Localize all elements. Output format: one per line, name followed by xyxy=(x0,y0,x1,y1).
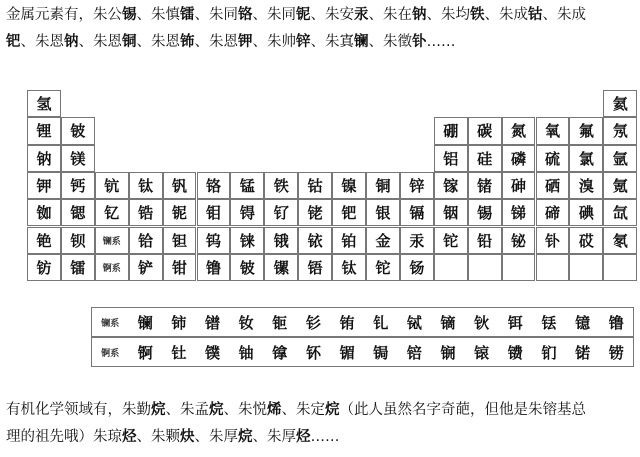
element-cell: 锎 xyxy=(440,343,456,362)
element-cell: 铟 xyxy=(434,199,468,226)
element-cell: 镎 xyxy=(272,343,288,362)
element-cell: 铈 xyxy=(171,313,187,332)
element-char: 炔 xyxy=(180,429,195,445)
element-char: 烷 xyxy=(209,402,224,418)
text-segment: 、朱孟 xyxy=(165,402,209,418)
element-cell: 锿 xyxy=(474,343,490,362)
element-cell: 铊 xyxy=(366,254,400,281)
element-cell: 铀 xyxy=(238,343,254,362)
element-cell: 铜 xyxy=(366,172,400,199)
element-cell: 硒 xyxy=(536,172,570,199)
outro-paragraph xyxy=(6,397,638,451)
element-char: 镧 xyxy=(354,34,369,50)
element-cell: 锔 xyxy=(373,343,389,362)
element-cell: 锰 xyxy=(230,172,264,199)
text-segment: 、朱徵 xyxy=(368,34,412,50)
text-segment: 、朱悦 xyxy=(223,402,267,418)
element-cell: 钒 xyxy=(163,172,197,199)
element-cell: 碳 xyxy=(468,117,502,144)
outro-line xyxy=(6,424,638,451)
empty-cell xyxy=(569,254,603,281)
element-cell: 镓 xyxy=(434,172,468,199)
text-segment: 、朱慎 xyxy=(136,7,180,23)
element-cell: 锗 xyxy=(468,172,502,199)
element-cell: 锫 xyxy=(406,343,422,362)
element-cell: 锇 xyxy=(264,227,298,254)
element-cell: 钬 xyxy=(474,313,490,332)
element-cell: 镙 xyxy=(264,254,298,281)
element-cell: 镄 xyxy=(507,343,523,362)
element-cell: 硅 xyxy=(468,145,502,172)
text-segment: 、朱安 xyxy=(310,7,354,23)
element-cell: 铯 xyxy=(27,227,61,254)
element-char: 钴 xyxy=(528,7,543,23)
element-cell: 钇 xyxy=(95,199,129,226)
element-cell: 铱 xyxy=(298,227,332,254)
element-cell: 钕 xyxy=(238,313,254,332)
element-cell: 金 xyxy=(366,227,400,254)
text-segment: 、朱厚 xyxy=(194,429,238,445)
element-cell: 铍 xyxy=(230,254,264,281)
element-cell: 钍 xyxy=(171,343,187,362)
element-cell: 铁 xyxy=(264,172,298,199)
element-cell: 钋 xyxy=(536,227,570,254)
element-cell: 铹 xyxy=(608,343,624,362)
element-cell: 镤 xyxy=(205,343,221,362)
element-char: 钠 xyxy=(412,7,427,23)
element-cell: 氮 xyxy=(502,117,536,144)
element-cell: 锂 xyxy=(27,117,61,144)
element-cell: 锆 xyxy=(129,199,163,226)
text-segment: 、朱均 xyxy=(426,7,470,23)
element-char: 烷 xyxy=(151,402,166,418)
element-char: 汞 xyxy=(354,7,369,23)
element-cell: 镅 xyxy=(339,343,355,362)
element-char: 钾 xyxy=(238,34,253,50)
element-char: 钸 xyxy=(180,34,195,50)
element-cell: 砷 xyxy=(502,172,536,199)
element-cell: 银 xyxy=(366,199,400,226)
text-segment: 金属元素有，朱公 xyxy=(6,7,122,23)
element-cell: 铒 xyxy=(507,313,523,332)
element-cell: 氦 xyxy=(603,90,637,117)
text-segment: 、朱同 xyxy=(194,7,238,23)
series-label: 镧系 xyxy=(101,318,120,329)
text-segment: 、朱恩 xyxy=(20,34,64,50)
text-segment: 、朱颗 xyxy=(136,429,180,445)
intro-line xyxy=(6,29,636,56)
text-segment: 、朱恩 xyxy=(136,34,180,50)
element-cell: 钐 xyxy=(305,313,321,332)
element-cell: 钼 xyxy=(197,199,231,226)
element-cell: 镥 xyxy=(197,254,231,281)
text-segment: …… xyxy=(426,34,456,50)
text-segment: 、朱成 xyxy=(542,7,586,23)
element-cell: 钔 xyxy=(541,343,557,362)
element-cell: 锕 xyxy=(137,343,153,362)
element-char: 钋 xyxy=(412,34,427,50)
element-cell: 铋 xyxy=(502,227,536,254)
lanthanide-series-row xyxy=(91,307,634,337)
element-cell: 铬 xyxy=(197,172,231,199)
intro-paragraph xyxy=(6,2,636,56)
element-cell: 钠 xyxy=(27,145,61,172)
element-cell: 钨 xyxy=(197,227,231,254)
text-segment: 、朱在 xyxy=(368,7,412,23)
element-cell: 铌 xyxy=(163,199,197,226)
text-segment: 、朱寘 xyxy=(310,34,354,50)
element-cell: 钛 xyxy=(332,254,366,281)
element-cell: 钆 xyxy=(373,313,389,332)
element-cell: 镍 xyxy=(332,172,366,199)
element-char: 铜 xyxy=(122,34,137,50)
element-cell: 钳 xyxy=(163,254,197,281)
element-cell: 磷 xyxy=(502,145,536,172)
element-cell: 钴 xyxy=(298,172,332,199)
series-label-cell: 镧系 xyxy=(95,227,129,254)
element-cell: 砹 xyxy=(569,227,603,254)
actinide-series-row xyxy=(91,337,634,367)
text-segment: 、朱定 xyxy=(281,402,325,418)
empty-cell xyxy=(434,254,468,281)
element-cell: 镱 xyxy=(575,313,591,332)
element-cell: 铻 xyxy=(298,254,332,281)
element-cell: 镉 xyxy=(400,199,434,226)
text-segment: （此人虽然名字奇葩，但他是朱镕基总 xyxy=(339,402,586,418)
element-cell: 硼 xyxy=(434,117,468,144)
element-cell: 碘 xyxy=(569,199,603,226)
element-cell: 钪 xyxy=(95,172,129,199)
element-cell: 锶 xyxy=(61,199,95,226)
text-segment: 、朱同 xyxy=(252,7,296,23)
element-cell: 钯 xyxy=(332,199,366,226)
element-cell: 钫 xyxy=(27,254,61,281)
element-cell: 镥 xyxy=(608,313,624,332)
element-cell: 镝 xyxy=(440,313,456,332)
element-cell: 铥 xyxy=(541,313,557,332)
element-cell: 钽 xyxy=(163,227,197,254)
intro-line xyxy=(6,2,636,29)
element-char: 钠 xyxy=(64,34,79,50)
element-cell: 汞 xyxy=(400,227,434,254)
element-cell: 铑 xyxy=(298,199,332,226)
element-cell: 锘 xyxy=(575,343,591,362)
element-char: 锌 xyxy=(296,34,311,50)
element-cell: 氩 xyxy=(603,145,637,172)
element-cell: 钡 xyxy=(61,227,95,254)
element-cell: 铅 xyxy=(468,227,502,254)
element-cell: 铲 xyxy=(129,254,163,281)
element-cell: 钾 xyxy=(27,172,61,199)
element-cell: 碲 xyxy=(536,199,570,226)
series-label: 锕系 xyxy=(101,348,120,359)
element-cell: 氙 xyxy=(603,199,637,226)
element-cell: 锝 xyxy=(230,199,264,226)
element-char: 钯 xyxy=(6,34,21,50)
element-char: 铌 xyxy=(296,7,311,23)
element-cell: 铊 xyxy=(434,227,468,254)
element-cell: 锌 xyxy=(400,172,434,199)
element-cell: 氯 xyxy=(569,145,603,172)
element-char: 烷 xyxy=(325,402,340,418)
element-char: 锡 xyxy=(122,7,137,23)
element-cell: 镧 xyxy=(137,313,153,332)
element-cell: 钛 xyxy=(129,172,163,199)
element-cell: 锑 xyxy=(502,199,536,226)
element-cell: 铕 xyxy=(339,313,355,332)
element-cell: 氡 xyxy=(603,227,637,254)
series-label-cell: 锕系 xyxy=(95,254,129,281)
element-cell: 铂 xyxy=(332,227,366,254)
element-cell: 钚 xyxy=(305,343,321,362)
text-segment: …… xyxy=(310,429,340,445)
element-char: 铬 xyxy=(238,7,253,23)
element-cell: 锡 xyxy=(468,199,502,226)
empty-cell xyxy=(536,254,570,281)
element-char: 镭 xyxy=(180,7,195,23)
text-segment: 、朱厚 xyxy=(252,429,296,445)
element-char: 烃 xyxy=(296,429,311,445)
text-segment: 、朱帅 xyxy=(252,34,296,50)
text-segment: 、朱恩 xyxy=(194,34,238,50)
element-cell: 氢 xyxy=(27,90,61,117)
element-char: 烯 xyxy=(267,402,282,418)
text-segment: 有机化学领域有，朱勤 xyxy=(6,402,151,418)
element-cell: 硫 xyxy=(536,145,570,172)
element-cell: 溴 xyxy=(569,172,603,199)
element-cell: 铝 xyxy=(434,145,468,172)
empty-cell xyxy=(468,254,502,281)
element-cell: 铪 xyxy=(129,227,163,254)
text-segment: 、朱成 xyxy=(484,7,528,23)
element-char: 烃 xyxy=(122,429,137,445)
element-cell: 钷 xyxy=(272,313,288,332)
text-segment: 、朱恩 xyxy=(78,34,122,50)
element-char: 烷 xyxy=(238,429,253,445)
element-char: 铁 xyxy=(470,7,485,23)
element-cell: 铼 xyxy=(230,227,264,254)
element-cell: 铷 xyxy=(27,199,61,226)
element-cell: 钖 xyxy=(400,254,434,281)
element-cell: 氪 xyxy=(603,172,637,199)
element-cell: 钌 xyxy=(264,199,298,226)
text-segment: 理的祖先哦）朱琼 xyxy=(6,429,122,445)
element-cell: 镨 xyxy=(205,313,221,332)
empty-cell xyxy=(502,254,536,281)
outro-line xyxy=(6,397,638,424)
element-cell: 氧 xyxy=(536,117,570,144)
element-cell: 镁 xyxy=(61,145,95,172)
element-cell: 镭 xyxy=(61,254,95,281)
empty-cell xyxy=(603,254,637,281)
element-cell: 氟 xyxy=(569,117,603,144)
element-cell: 钙 xyxy=(61,172,95,199)
element-cell: 氖 xyxy=(603,117,637,144)
element-cell: 铽 xyxy=(406,313,422,332)
element-cell: 铍 xyxy=(61,117,95,144)
